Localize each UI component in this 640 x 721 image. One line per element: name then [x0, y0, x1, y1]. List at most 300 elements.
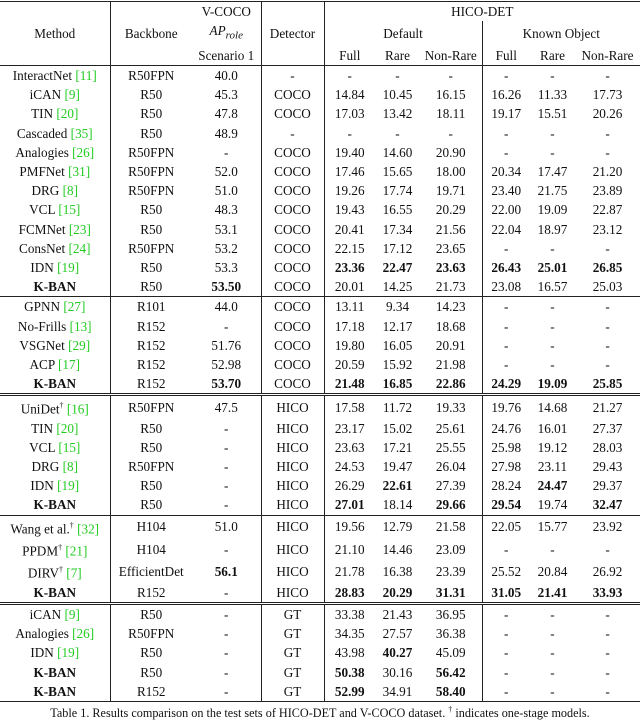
- cell-detector: HICO: [261, 457, 324, 476]
- citation-link[interactable]: [9]: [64, 606, 80, 622]
- cell-default-rare: 18.14: [375, 495, 420, 515]
- citation-link[interactable]: [21]: [65, 543, 88, 559]
- cell-ko-full: 25.52: [491, 564, 522, 579]
- cell-ko-full: -: [504, 240, 509, 256]
- cell-ko-full: 19.17: [491, 106, 522, 122]
- cell-backbone: R152: [110, 583, 192, 604]
- cell-ko-nonrare: 25.85: [575, 374, 640, 395]
- one-stage-dagger: †: [69, 520, 74, 530]
- cell-default-full: 23.63: [334, 439, 365, 455]
- cell-default-rare: 9.34: [385, 299, 410, 315]
- cell-method: [0, 220, 110, 239]
- citation-link[interactable]: [15]: [58, 202, 81, 218]
- cell-method: [0, 515, 110, 538]
- cell-backbone: H104: [136, 541, 166, 557]
- cell-method: [0, 316, 110, 335]
- table-row: [0, 239, 640, 258]
- cell-method: [0, 297, 110, 317]
- cell-ko-nonrare: 23.12: [592, 221, 623, 237]
- header-hicodet: HICO-DET: [451, 4, 514, 20]
- cell-detector: COCO: [261, 374, 324, 395]
- method-name: PPDM: [22, 543, 59, 559]
- cell-vcoco-ap: 48.9: [192, 124, 261, 143]
- cell-default-rare: 20.29: [375, 583, 420, 604]
- cell-default-nonrare: 14.23: [420, 297, 482, 317]
- cell-default-rare: 14.25: [375, 277, 420, 297]
- cell-backbone: R50FPN: [128, 164, 175, 180]
- cell-detector: HICO: [261, 395, 324, 419]
- cell-default-nonrare: 19.33: [420, 395, 482, 419]
- cell-default-nonrare: 16.15: [420, 85, 482, 104]
- cell-vcoco-ap: 53.70: [192, 374, 261, 395]
- cell-method: [0, 538, 110, 560]
- cell-detector: GT: [261, 603, 324, 624]
- cell-vcoco-ap: -: [192, 495, 261, 515]
- table-row: [0, 104, 640, 123]
- cell-default-rare: 17.74: [382, 183, 413, 199]
- cell-vcoco-ap: 56.1: [192, 560, 261, 582]
- one-stage-dagger: †: [58, 542, 63, 552]
- cell-backbone: R50FPN: [128, 144, 175, 160]
- cell-detector: COCO: [261, 355, 324, 374]
- cell-backbone: R50FPN: [128, 240, 175, 256]
- cell-backbone: R50: [140, 439, 163, 455]
- citation-link[interactable]: [26]: [72, 144, 95, 160]
- cell-ko-nonrare: -: [605, 144, 610, 160]
- cell-vcoco-ap: -: [192, 476, 261, 495]
- table-row: [0, 277, 640, 297]
- method-name: Cascaded: [16, 125, 68, 141]
- table-row: [0, 476, 640, 495]
- cell-ko-rare: 14.68: [537, 399, 568, 415]
- cell-method: [0, 66, 110, 86]
- citation-link[interactable]: [13]: [69, 318, 92, 334]
- citation-link[interactable]: [20]: [56, 106, 79, 122]
- method-name: K-BAN: [33, 279, 76, 295]
- cell-default-full: 50.38: [334, 664, 365, 680]
- cell-ko-nonrare: 21.27: [592, 399, 623, 415]
- cell-default-full: 21.48: [324, 374, 375, 395]
- method-name: K-BAN: [33, 664, 76, 680]
- cell-default-nonrare: 19.71: [420, 181, 482, 200]
- cell-default-nonrare: 21.73: [420, 277, 482, 297]
- cell-ko-nonrare: -: [605, 318, 610, 334]
- cell-method: [0, 181, 110, 200]
- cell-backbone: R50: [140, 87, 163, 103]
- cell-ko-rare: 15.77: [537, 519, 568, 535]
- cell-detector: COCO: [261, 239, 324, 258]
- cell-default-full: 23.17: [334, 420, 365, 436]
- caption-text: Table 1. Results comparison on the test sets of HICO-DET and V-COCO dataset.: [50, 705, 446, 720]
- cell-method: [0, 104, 110, 123]
- cell-default-full: 13.11: [335, 299, 365, 315]
- cell-default-full: 21.10: [334, 541, 365, 557]
- cell-ko-full: -: [504, 299, 509, 315]
- cell-default-nonrare: 20.91: [420, 336, 482, 355]
- cell-method: [0, 85, 110, 104]
- cell-default-nonrare: 18.11: [420, 104, 482, 123]
- table-row: [0, 200, 640, 219]
- table-row: [0, 85, 640, 104]
- table-row: [0, 143, 640, 162]
- cell-default-rare: 13.42: [382, 106, 413, 122]
- cell-ko-full: -: [504, 541, 509, 557]
- table-row: [0, 66, 640, 86]
- cell-ko-rare: -: [550, 318, 555, 334]
- cell-default-nonrare: 45.09: [420, 643, 482, 662]
- cell-vcoco-ap: 52.98: [192, 355, 261, 374]
- table-row: [0, 419, 640, 438]
- cell-default-rare: 17.21: [382, 439, 413, 455]
- cell-default-rare: -: [395, 68, 400, 84]
- table-row: [0, 181, 640, 200]
- cell-ko-full: 23.40: [491, 183, 522, 199]
- method-name: IDN: [30, 645, 54, 661]
- cell-vcoco-ap: 45.3: [192, 85, 261, 104]
- cell-ko-nonrare: 23.89: [592, 183, 623, 199]
- cell-ko-nonrare: 26.85: [592, 259, 623, 275]
- cell-backbone: R50: [140, 259, 163, 275]
- cell-ko-full: -: [504, 318, 509, 334]
- citation-link[interactable]: [7]: [66, 565, 82, 581]
- method-name: PMFNet: [19, 164, 65, 180]
- cell-method: [0, 495, 110, 515]
- citation-link[interactable]: [31]: [68, 164, 91, 180]
- table-row: [0, 355, 640, 374]
- citation-link[interactable]: [20]: [56, 420, 79, 436]
- cell-ko-full: 24.76: [491, 420, 522, 436]
- cell-ko-full: 29.54: [482, 495, 530, 515]
- cell-detector: GT: [261, 624, 324, 643]
- cell-ko-rare: 19.09: [530, 374, 575, 395]
- cell-detector: COCO: [261, 200, 324, 219]
- cell-default-rare: 30.16: [382, 664, 413, 680]
- cell-ko-full: 22.00: [491, 202, 522, 218]
- cell-method: [0, 355, 110, 374]
- table-row: [0, 603, 640, 624]
- cell-ko-full: -: [504, 645, 509, 661]
- cell-ko-full: 22.05: [491, 519, 522, 535]
- cell-backbone: R50: [140, 221, 163, 237]
- cell-ko-nonrare: -: [605, 356, 610, 372]
- cell-ko-nonrare: -: [605, 299, 610, 315]
- cell-backbone: R50FPN: [128, 183, 175, 199]
- table-row: [0, 258, 640, 277]
- cell-method: [0, 336, 110, 355]
- cell-backbone: EfficientDet: [118, 564, 184, 579]
- cell-method: [0, 583, 110, 604]
- cell-ko-full: 28.24: [491, 478, 522, 494]
- cell-default-full: 19.26: [334, 183, 365, 199]
- cell-default-rare: 15.92: [382, 356, 413, 372]
- cell-ko-rare: -: [550, 356, 555, 372]
- cell-detector: HICO: [261, 495, 324, 515]
- cell-ko-rare: -: [550, 664, 555, 680]
- cell-ko-nonrare: 22.87: [592, 202, 623, 218]
- cell-ko-nonrare: -: [605, 240, 610, 256]
- header-method: Method: [0, 2, 110, 66]
- table-row: [0, 538, 640, 560]
- cell-default-nonrare: 31.31: [420, 583, 482, 604]
- cell-default-full: -: [347, 68, 352, 84]
- cell-detector: COCO: [261, 297, 324, 317]
- citation-link[interactable]: [32]: [77, 520, 100, 536]
- citation-link[interactable]: [11]: [75, 68, 97, 84]
- cell-ko-rare: 17.47: [537, 164, 568, 180]
- cell-ko-full: 31.05: [482, 583, 530, 604]
- cell-method: [0, 162, 110, 181]
- cell-ko-rare: -: [530, 682, 575, 702]
- cell-ko-full: -: [504, 144, 509, 160]
- table-row: [0, 457, 640, 476]
- cell-default-nonrare: -: [420, 124, 482, 143]
- cell-ko-rare: 24.47: [537, 478, 568, 494]
- table-row: [0, 662, 640, 681]
- cell-method: [0, 643, 110, 662]
- cell-default-rare: 16.38: [382, 564, 413, 579]
- cell-backbone: R152: [136, 356, 166, 372]
- citation-link[interactable]: [23]: [68, 221, 91, 237]
- cell-ko-rare: 23.11: [537, 459, 568, 475]
- citation-link[interactable]: [8]: [62, 183, 79, 199]
- table-row: [0, 124, 640, 143]
- cell-ko-rare: 21.41: [530, 583, 575, 604]
- header-vcoco: V-COCO: [192, 2, 261, 22]
- cell-method: [0, 419, 110, 438]
- cell-default-full: 20.01: [324, 277, 375, 297]
- method-name: ACP: [29, 356, 55, 372]
- cell-method: [0, 124, 110, 143]
- table-row: [0, 624, 640, 643]
- method-name: VCL: [29, 439, 56, 455]
- cell-ko-nonrare: 17.73: [592, 87, 623, 103]
- citation-link[interactable]: [35]: [70, 125, 93, 141]
- citation-link[interactable]: [16]: [66, 401, 89, 417]
- cell-default-nonrare: 23.39: [420, 560, 482, 582]
- cell-backbone: R152: [136, 337, 166, 353]
- cell-vcoco-ap: -: [192, 419, 261, 438]
- citation-link[interactable]: [9]: [64, 87, 80, 103]
- cell-method: [0, 200, 110, 219]
- cell-backbone: R101: [136, 299, 166, 315]
- cell-default-full: 17.18: [334, 318, 365, 334]
- cell-ko-nonrare: -: [605, 68, 610, 84]
- cell-backbone: R50: [140, 664, 163, 680]
- cell-detector: GT: [261, 662, 324, 681]
- cell-ko-nonrare: -: [605, 645, 610, 661]
- cell-ko-rare: 19.12: [537, 439, 568, 455]
- cell-vcoco-ap: 47.5: [192, 395, 261, 419]
- cell-default-nonrare: 21.98: [420, 355, 482, 374]
- cell-default-full: 20.59: [334, 356, 365, 372]
- table-caption: [0, 705, 640, 721]
- cell-detector: -: [261, 66, 324, 86]
- cell-default-full: 19.80: [334, 337, 365, 353]
- method-name: TIN: [31, 106, 54, 122]
- citation-link[interactable]: [8]: [62, 459, 79, 475]
- header-known-object: Known Object: [522, 26, 600, 41]
- citation-link[interactable]: [27]: [63, 299, 86, 315]
- table-row: [0, 374, 640, 395]
- cell-default-nonrare: 23.09: [420, 538, 482, 560]
- cell-default-nonrare: 18.00: [420, 162, 482, 181]
- header-ap-role: $AP_{role}$: [192, 21, 261, 46]
- citation-link[interactable]: [19]: [57, 645, 80, 661]
- cell-default-rare: 16.05: [382, 337, 413, 353]
- cell-ko-rare: -: [550, 337, 555, 353]
- cell-ko-rare: -: [550, 606, 555, 622]
- cell-ko-rare: -: [550, 645, 555, 661]
- citation-link[interactable]: [24]: [68, 240, 91, 256]
- cell-detector: HICO: [261, 438, 324, 457]
- cell-default-full: 23.36: [334, 259, 365, 275]
- method-name: IDN: [30, 478, 54, 494]
- cell-ko-rare: -: [550, 299, 555, 315]
- cell-default-rare: 11.72: [382, 399, 413, 415]
- cell-vcoco-ap: 51.0: [192, 515, 261, 538]
- header-ko-nonrare: Non-Rare: [575, 46, 640, 66]
- cell-default-nonrare: -: [420, 66, 482, 86]
- cell-default-full: 19.56: [334, 519, 365, 535]
- table-row: [0, 643, 640, 662]
- cell-default-rare: 14.60: [382, 144, 413, 160]
- cell-default-nonrare: 25.55: [420, 438, 482, 457]
- header-default-full: Full: [324, 46, 375, 66]
- cell-default-nonrare: 26.04: [420, 457, 482, 476]
- cell-method: [0, 457, 110, 476]
- method-name: No-Frills: [17, 318, 67, 334]
- cell-default-rare: 16.85: [375, 374, 420, 395]
- cell-default-rare: 17.34: [382, 221, 413, 237]
- cell-ko-rare: 25.01: [537, 259, 568, 275]
- cell-vcoco-ap: 47.8: [192, 104, 261, 123]
- citation-link[interactable]: [15]: [58, 439, 81, 455]
- cell-backbone: R50FPN: [128, 68, 175, 84]
- cell-ko-rare: -: [550, 68, 555, 84]
- cell-default-nonrare: 25.61: [420, 419, 482, 438]
- cell-detector: COCO: [261, 85, 324, 104]
- cell-ko-full: -: [504, 337, 509, 353]
- cell-vcoco-ap: 53.3: [192, 258, 261, 277]
- table-row: [0, 515, 640, 538]
- cell-default-nonrare: 20.29: [420, 200, 482, 219]
- cell-detector: HICO: [261, 583, 324, 604]
- method-name: DIRV: [27, 565, 59, 581]
- cell-vcoco-ap: -: [192, 624, 261, 643]
- cell-method: [0, 476, 110, 495]
- cell-detector: COCO: [261, 104, 324, 123]
- cell-ko-full: -: [504, 606, 509, 622]
- method-name: Analogies: [15, 626, 69, 642]
- cell-backbone: R152: [110, 374, 192, 395]
- citation-link[interactable]: [17]: [57, 356, 80, 372]
- cell-ko-full: 27.98: [491, 459, 522, 475]
- cell-default-full: 17.03: [334, 106, 365, 122]
- cell-default-rare: -: [395, 125, 400, 141]
- cell-detector: COCO: [261, 162, 324, 181]
- cell-vcoco-ap: 51.0: [192, 181, 261, 200]
- cell-ko-nonrare: 28.03: [592, 439, 623, 455]
- header-default: Default: [324, 21, 482, 46]
- cell-vcoco-ap: -: [192, 316, 261, 335]
- cell-detector: COCO: [261, 258, 324, 277]
- citation-link[interactable]: [29]: [68, 337, 91, 353]
- cell-default-full: 26.29: [334, 478, 365, 494]
- cell-backbone: R50: [140, 106, 163, 122]
- cell-ko-rare: -: [550, 125, 555, 141]
- cell-detector: COCO: [261, 220, 324, 239]
- cell-default-nonrare: 20.90: [420, 143, 482, 162]
- citation-link[interactable]: [19]: [57, 478, 80, 494]
- citation-link[interactable]: [19]: [57, 259, 80, 275]
- cell-ko-nonrare: 32.47: [575, 495, 640, 515]
- method-name: Wang et al.: [10, 520, 70, 536]
- method-name: K-BAN: [33, 683, 76, 699]
- cell-ko-nonrare: -: [605, 664, 610, 680]
- cell-default-full: 14.84: [334, 87, 365, 103]
- cell-ko-nonrare: 20.26: [592, 106, 623, 122]
- cell-ko-full: 20.34: [491, 164, 522, 180]
- cell-default-rare: 17.12: [382, 240, 413, 256]
- header-default-rare: Rare: [375, 46, 420, 66]
- cell-detector: HICO: [261, 515, 324, 538]
- cell-detector: HICO: [261, 538, 324, 560]
- cell-backbone: R50: [110, 495, 192, 515]
- cell-ko-nonrare: 25.03: [575, 277, 640, 297]
- header-default-nonrare: Non-Rare: [420, 46, 482, 66]
- table-body: [0, 66, 640, 702]
- header-backbone: Backbone: [110, 2, 192, 66]
- caption-tail: indicates one-stage models.: [455, 705, 590, 720]
- cell-default-full: -: [347, 125, 352, 141]
- cell-default-rare: 10.45: [382, 87, 413, 103]
- cell-detector: GT: [261, 682, 324, 702]
- cell-ko-full: 23.08: [482, 277, 530, 297]
- cell-ko-rare: 20.84: [537, 564, 568, 579]
- method-name: ConsNet: [19, 240, 66, 256]
- table-row: [0, 395, 640, 419]
- cell-default-nonrare: 23.65: [420, 239, 482, 258]
- cell-ko-rare: 19.09: [537, 202, 568, 218]
- cell-default-full: 17.46: [334, 164, 365, 180]
- cell-default-nonrare: 56.42: [420, 662, 482, 681]
- method-name: UniDet: [20, 401, 60, 417]
- cell-vcoco-ap: 40.0: [192, 66, 261, 86]
- cell-default-nonrare: 18.68: [420, 316, 482, 335]
- cell-default-nonrare: 36.95: [420, 603, 482, 624]
- citation-link[interactable]: [26]: [72, 626, 95, 642]
- cell-default-full: 27.01: [324, 495, 375, 515]
- cell-default-rare: 22.61: [382, 478, 413, 494]
- cell-vcoco-ap: 52.0: [192, 162, 261, 181]
- cell-default-nonrare: 29.66: [420, 495, 482, 515]
- cell-backbone: R50: [140, 202, 163, 218]
- cell-backbone: R50: [140, 645, 163, 661]
- cell-ko-nonrare: 29.43: [592, 459, 623, 475]
- cell-backbone: R50: [140, 606, 163, 622]
- cell-default-nonrare: 21.56: [420, 220, 482, 239]
- cell-default-full: 33.38: [334, 606, 365, 622]
- cell-ko-full: -: [482, 682, 530, 702]
- cell-default-rare: 14.46: [382, 541, 413, 557]
- cell-vcoco-ap: -: [192, 583, 261, 604]
- table-row: [0, 495, 640, 515]
- cell-vcoco-ap: -: [192, 438, 261, 457]
- cell-method: [0, 560, 110, 582]
- cell-default-full: 22.15: [334, 240, 365, 256]
- table-row: [0, 220, 640, 239]
- cell-detector: -: [261, 124, 324, 143]
